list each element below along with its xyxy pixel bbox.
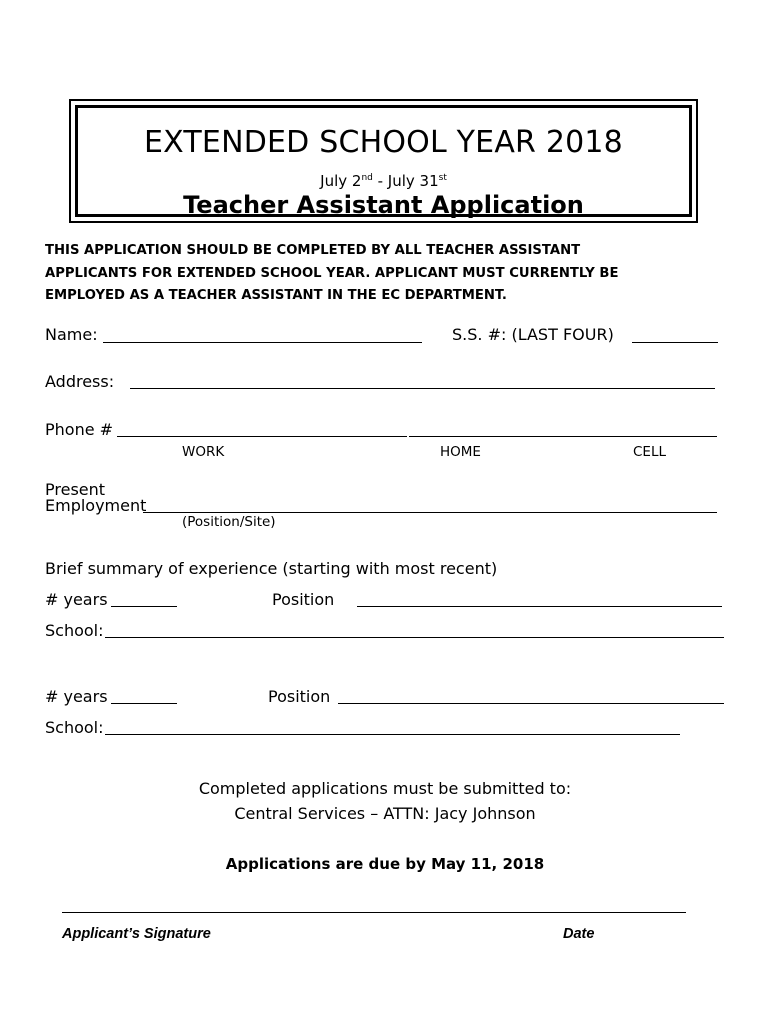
- address-label: Address:: [45, 372, 115, 391]
- years-label: # years: [45, 590, 108, 609]
- title-box-inner-border: [75, 105, 692, 217]
- phone-home-caption: HOME: [440, 444, 481, 460]
- employment-label: Employment: [45, 496, 147, 515]
- page-subtitle: Teacher Assistant Application: [183, 191, 584, 219]
- phone-label: Phone #: [45, 420, 114, 439]
- phone-work-field[interactable]: [117, 436, 407, 437]
- date-end: - July 31: [372, 172, 439, 190]
- employment-field[interactable]: [143, 512, 717, 513]
- school-field[interactable]: [105, 637, 724, 638]
- school-label: School:: [45, 718, 104, 737]
- position-label: Position: [272, 590, 335, 609]
- signature-line[interactable]: [62, 912, 686, 913]
- date-range: [78, 172, 689, 190]
- instruction-line: THIS APPLICATION SHOULD BE COMPLETED BY ALL TEACHER ASSISTANT: [45, 243, 581, 258]
- signature-label: Applicant’s Signature: [62, 926, 211, 942]
- page-title: EXTENDED SCHOOL YEAR 2018: [144, 125, 623, 160]
- date-start: July 2: [320, 172, 362, 190]
- name-label: Name:: [45, 325, 98, 344]
- phone-cell-caption: CELL: [633, 444, 666, 460]
- title-box: [69, 99, 698, 223]
- experience-heading: Brief summary of experience (starting with most recent): [45, 559, 498, 578]
- school-label: School:: [45, 621, 104, 640]
- present-label: Present: [45, 480, 106, 499]
- phone-home-cell-field[interactable]: [409, 436, 717, 437]
- phone-work-caption: WORK: [182, 444, 225, 460]
- ss-field[interactable]: [632, 342, 718, 343]
- name-field[interactable]: [103, 342, 422, 343]
- address-field[interactable]: [130, 388, 715, 389]
- instructions: [45, 240, 705, 308]
- ss-label: S.S. #: (LAST FOUR): [452, 325, 614, 344]
- years-field[interactable]: [111, 606, 177, 607]
- years-label: # years: [45, 687, 108, 706]
- years-field[interactable]: [111, 703, 177, 704]
- instruction-line: APPLICANTS FOR EXTENDED SCHOOL YEAR. APPLICANT MUST CURRENTLY BE: [45, 265, 619, 281]
- submission-instruction: Completed applications must be submitted to:: [198, 779, 572, 798]
- position-field[interactable]: [338, 703, 724, 704]
- position-field[interactable]: [357, 606, 722, 607]
- due-date-notice: Applications are due by May 11, 2018: [225, 855, 545, 873]
- date-start-suffix: nd: [361, 173, 373, 183]
- instruction-line: EMPLOYED AS A TEACHER ASSISTANT IN THE EC DEPARTMENT.: [45, 288, 507, 303]
- date-label: Date: [563, 926, 595, 942]
- position-label: Position: [268, 687, 331, 706]
- position-site-caption: (Position/Site): [182, 514, 276, 530]
- submission-recipient: Central Services – ATTN: Jacy Johnson: [234, 804, 536, 823]
- school-field[interactable]: [105, 734, 680, 735]
- date-end-suffix: st: [438, 173, 447, 183]
